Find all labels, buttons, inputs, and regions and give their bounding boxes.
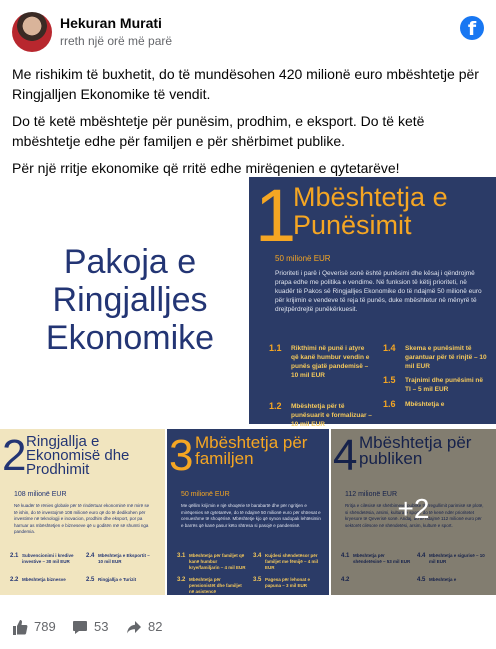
section-items — [177, 553, 327, 593]
item-number: 1.6 — [383, 399, 396, 409]
section-title: Mbështetja e Punësimit — [293, 182, 448, 240]
item-text: Rikthimi në punë i atyre që kanë humbur vendin e punës gjatë pandemisë – 10 mil EUR — [291, 345, 370, 379]
photo-grid — [0, 174, 496, 597]
section-amount: 112 milionë EUR — [345, 491, 398, 498]
share-count: 82 — [148, 619, 163, 634]
item-number: 3.5 — [253, 577, 262, 583]
item-number: 2.1 — [10, 553, 19, 559]
avatar[interactable] — [12, 12, 52, 52]
section-number: 2 — [2, 431, 27, 480]
section-title: Ringjallja e Ekonomisë dhe Prodhimit — [26, 433, 130, 478]
thumbs-up-icon — [12, 620, 28, 635]
item-text: Ringjallja e Turizit — [98, 577, 137, 582]
item-text: Mbështetja e Eksportit – 10 mil EUR — [98, 553, 150, 564]
author-name[interactable]: Hekuran Murati — [60, 15, 162, 31]
post-header — [12, 12, 484, 52]
section-body: Rritja e cilësisë së shërbimeve publike të rregullimit parimisë së plotë, si shëndetësia, arsimi, kultura e sporti, do të kenë ndër prioritetet kryesore të Qeverisë sonë. Andaj, do të ndajmë 112 milionë euro për sektorët cilësore në shëndetësi, arsim, kulturë e sport. — [345, 503, 484, 528]
item-number: 1.1 — [269, 343, 282, 353]
facebook-icon[interactable]: f — [460, 16, 484, 40]
item-text: Mbështetja për familjet që kanë humbur krye/familjarin – 4 mil EUR — [189, 553, 246, 570]
item-number: 4.4 — [417, 553, 426, 559]
post-paragraph: Me rishikim të buxhetit, do të mundësohen 420 milionë euro mbështetje për Ringjalljen Ekonomike të vendit. — [12, 66, 479, 102]
photo-production[interactable] — [0, 429, 165, 595]
share-icon — [126, 620, 142, 635]
item-text: Pagesa për lehonat e papuna – 3 mil EUR — [265, 577, 311, 588]
item-number: 2.4 — [86, 553, 95, 559]
item-number: 3.1 — [177, 553, 186, 559]
item-number: 4.5 — [417, 577, 426, 583]
photo-employment[interactable] — [249, 174, 496, 428]
item-text: Subvencionimi i kredive investive – 30 mil EUR — [22, 553, 74, 564]
section-body: Me qëllim krijimin e një shoqërie të barabartë dhe për ngritjen e mirëqenies së qytetarëve, do të ndajmë 50 milionë euro për shtresat e cenueshme të shoqërisë. Mbështetje kjo që synon sadopak lehtësimin e barrës që kanë pasur këto shtresa si pasojë e pandemisë. — [181, 503, 321, 528]
photo-family[interactable] — [167, 429, 329, 595]
item-text: Mbështetja për pensionistët dhe familjet në asistencë — [189, 577, 242, 594]
section-title: Mbështetja për publiken — [359, 433, 472, 468]
more-photos-overlay[interactable] — [331, 429, 496, 595]
item-text: Mbështetja biznesve — [22, 577, 66, 582]
post-paragraph: Për një rritje ekonomike që rritë edhe mirëqenien e qytetarëve! — [12, 160, 400, 176]
section-number: 3 — [169, 431, 194, 480]
item-number: 1.5 — [383, 375, 396, 385]
more-photos-count[interactable]: +2 — [397, 493, 430, 524]
photo-cover[interactable] — [0, 177, 248, 424]
item-number: 2.5 — [86, 577, 95, 583]
item-text: Kujdesi shëndetësor për familjet me fëmijë – 4 mil EUR — [265, 553, 319, 570]
item-text: Mbështetja e — [429, 577, 457, 582]
item-number: 4.1 — [341, 553, 350, 559]
item-number: 2.2 — [10, 577, 19, 583]
item-text: Trajnimi dhe punësimi në TI – 5 mil EUR — [405, 377, 484, 393]
item-number: 1.2 — [269, 401, 282, 411]
item-text: Mbështetja e — [405, 401, 445, 408]
section-amount: 108 milionë EUR — [14, 491, 67, 498]
item-number: 3.2 — [177, 577, 186, 583]
comment-count: 53 — [94, 619, 109, 634]
post-text — [12, 64, 484, 185]
item-text: Mbështetja e sigurisë – 10 mil EUR — [429, 553, 485, 564]
item-text: Mbështetja për të punësuarit e formalizuar – 10 mil EUR — [291, 403, 372, 428]
section-amount: 50 milionë EUR — [275, 254, 331, 263]
comment-icon — [72, 620, 88, 635]
item-text: Skema e punësimit të garantuar për të rinjtë – 10 mil EUR — [405, 345, 487, 370]
cover-title: Pakoja e Ringjalljes Ekonomike — [45, 243, 215, 357]
item-number: 3.4 — [253, 553, 262, 559]
like-count: 789 — [34, 619, 56, 634]
post-timestamp[interactable]: rreth një orë më parë — [60, 34, 173, 48]
comment-stat[interactable] — [72, 616, 132, 638]
share-stat[interactable] — [126, 616, 186, 638]
photo-public[interactable] — [331, 429, 496, 595]
section-number: 4 — [333, 431, 358, 480]
item-text: Mbështetja për shëndetësinë – 53 mil EUR — [353, 553, 411, 564]
item-number: 1.4 — [383, 343, 396, 353]
section-body: Prioriteti i parë i Qeverisë sonë është punësimi dhe kësaj i qëndrojmë prapa edhe me politika e vendime. Në funksion të këtij prioriteti, në kuadër të Pakos së Ringjalljes Ekonomike do të ndajmë 50 milionë euro për krijimin e vendeve të reja të punës, duke mbështetur në mënyrë të drejtpërdrejtë punëkërkuesit. — [275, 270, 482, 313]
section-number: 1 — [255, 174, 297, 257]
post-paragraph: Do të ketë mbështetje për punësim, prodhim, e eksport. Do të ketë mbështetje edhe për familjen e për shërbimet publike. — [12, 113, 425, 149]
section-items — [10, 553, 160, 593]
section-amount: 50 milionë EUR — [181, 491, 230, 498]
section-body: Në kuadër të rënies globale për të rindërtuar ekonominë më mirë se të ishin, do të investojmë 108 milionë euro që do të dedikohen për investime në teknologji e inovacion, prodhim dhe eksport, por pa harruar as mbështetjen e bizneseve që u goditën më së shumti nga pandemia. — [14, 503, 150, 534]
item-number: 4.2 — [341, 577, 350, 583]
like-stat[interactable] — [12, 616, 72, 638]
section-title: Mbështetja për familjen — [195, 433, 308, 468]
